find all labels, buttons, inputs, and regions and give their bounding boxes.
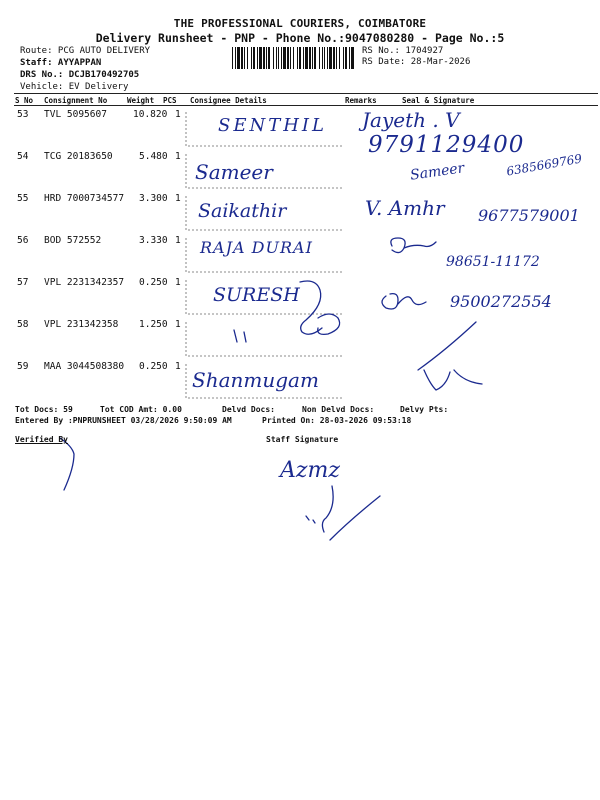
row-consignment: BOD 572552: [44, 235, 102, 246]
staff-signature-label: Staff Signature: [266, 435, 339, 444]
row-pcs: 1: [175, 193, 181, 204]
handwritten-phone: 6385669769: [505, 151, 583, 179]
row-consignment: TVL 5095607: [44, 109, 107, 120]
row-sno: 53: [17, 109, 29, 120]
handwritten-signature: Sameer: [409, 160, 466, 184]
row-sno: 57: [17, 277, 29, 288]
row-consignment: VPL 231342358: [44, 319, 119, 330]
row-sno: 55: [17, 193, 29, 204]
handwritten-consignee-name: Sameer: [195, 160, 273, 184]
staff-signature-handwritten: Azmz: [280, 458, 340, 483]
row-sno: 58: [17, 319, 29, 330]
row-weight: 3.300: [139, 193, 168, 204]
non-delvd-docs: Non Delvd Docs:: [302, 405, 375, 414]
row-consignment: TCG 20183650: [44, 151, 113, 162]
handwritten-phone: 9500272554: [450, 292, 552, 311]
col-consignee: Consignee Details: [190, 96, 267, 105]
row-sno: 54: [17, 151, 29, 162]
row-sno: 59: [17, 361, 29, 372]
row-pcs: 1: [175, 319, 181, 330]
row-consignment: VPL 2231342357: [44, 277, 125, 288]
staff-label: Staff: AYYAPPAN: [20, 58, 102, 68]
row-weight: 3.330: [139, 235, 168, 246]
row-weight: 5.480: [139, 151, 168, 162]
drs-number: DRS No.: DCJB170492705: [20, 70, 140, 80]
handwritten-consignee-name: Shanmugam: [192, 368, 319, 392]
row-pcs: 1: [175, 151, 181, 162]
delvy-pts: Delvy Pts:: [400, 405, 449, 414]
verified-by-label: Verified By: [15, 435, 68, 444]
printed-on: Printed On: 28-03-2026 09:53:18: [262, 416, 412, 425]
row-pcs: 1: [175, 361, 181, 372]
col-remarks: Remarks: [345, 96, 377, 105]
row-weight: 0.250: [139, 277, 168, 288]
vehicle-label: Vehicle: EV Delivery: [20, 82, 129, 92]
handwritten-phone: 98651-11172: [446, 254, 540, 270]
row-pcs: 1: [175, 235, 181, 246]
row-consignment: HRD 7000734577: [44, 193, 125, 204]
rs-number: RS No.: 1704927: [362, 46, 444, 56]
route-label: Route: PCG AUTO DELIVERY: [20, 46, 151, 56]
row-sno: 56: [17, 235, 29, 246]
handwritten-phone: 9677579001: [478, 206, 580, 225]
handwritten-phone: 9791129400: [368, 132, 525, 158]
handwritten-signature: Jayeth . V: [362, 108, 460, 132]
tot-cod-amt: Tot COD Amt: 0.00: [100, 405, 182, 414]
col-sno: S No: [15, 96, 34, 105]
row-pcs: 1: [175, 277, 181, 288]
handwritten-consignee-name: SENTHIL: [218, 115, 327, 136]
row-weight: 10.820: [133, 109, 168, 120]
col-seal: Seal & Signature: [402, 96, 475, 105]
col-consignment: Consignment No: [44, 96, 108, 105]
col-pcs: PCS: [163, 96, 177, 105]
handwritten-consignee-name: RAJA DURAI: [200, 238, 313, 257]
row-pcs: 1: [175, 109, 181, 120]
entered-by: Entered By :PNPRUNSHEET 03/28/2026 9:50:09 AM: [15, 416, 232, 425]
rs-date: RS Date: 28-Mar-2026: [362, 57, 471, 67]
row-weight: 1.250: [139, 319, 168, 330]
row-consignment: MAA 3044508380: [44, 361, 125, 372]
delvd-docs: Delvd Docs:: [222, 405, 275, 414]
company-name: THE PROFESSIONAL COURIERS, COIMBATORE: [173, 17, 427, 30]
handwritten-consignee-name: Saikathir: [198, 200, 287, 222]
col-weight: Weight: [127, 96, 155, 105]
handwritten-signature: V. Amhr: [365, 196, 445, 220]
runsheet-title: Delivery Runsheet - PNP - Phone No.:9047080280 - Page No.:5: [95, 31, 505, 45]
tot-docs: Tot Docs: 59: [15, 405, 73, 414]
row-weight: 0.250: [139, 361, 168, 372]
handwritten-consignee-name: SURESH: [213, 284, 300, 306]
